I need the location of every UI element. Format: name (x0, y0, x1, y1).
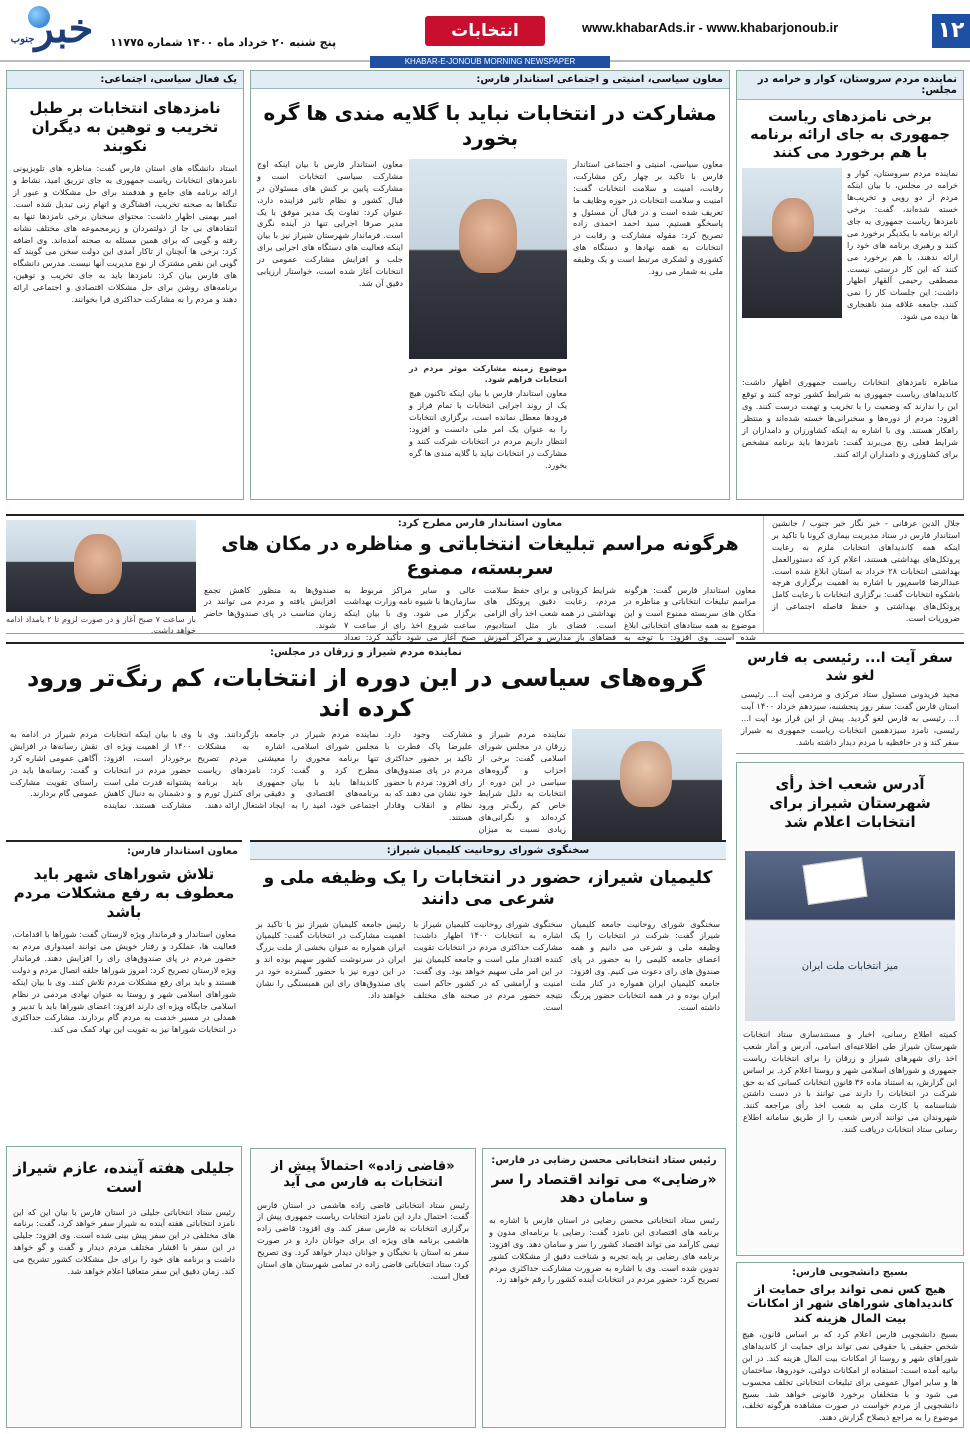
article-kicker: نماینده مردم شیراز و زرقان در مجلس: (270, 647, 462, 658)
article-kicker: رئیس ستاد انتخاباتی محسن رضایی در فارس: (491, 1155, 717, 1166)
article-kicker: معاون استاندار فارس: (127, 846, 238, 857)
article-body: رئیس ستاد انتخاباتی جلیلی در استان فارس با بیان این که این نامزد انتخاباتی هفته آینده به شیراز سفر خواهد کرد، گفت: برنامه های مختلفی در این سفر پیش بینی شده است. وی افزود: جلیلی در این سفر با اقشار مختلف مردم دیدار و گفت و گو خواهد داشت و برنامه های خود را برای حل مشکلات کشور تشریح می کند. زمان دقیق این سفر متعاقبا اعلام خواهد شد. (13, 1206, 235, 1276)
box-ghazizadeh (250, 1148, 476, 1428)
article-headline: آدرس شعب اخذ رأی شهرستان شیراز برای انتخابات اعلام شد (769, 775, 931, 831)
article-kicker: سخنگوی شورای روحانیت کلیمیان شیراز: (250, 842, 726, 860)
article-body: معاون سیاسی، امنیتی و اجتماعی استاندار فارس با تاکید بر چهار رکن مشارکت، رقابت، امنیت و سلامت انتخابات گفت: امنیت و سلامت انتخابات در حوزه وظایف ما تعریف شده است و در قبال آن مسئول و پاسخگو هستیم. سید احمد احمدی زاده تصریح کرد: مقوله مشارکت و رقابت در انتخابات به همه نهادها و دستگاه های کشوری و لشکری مرتبط است و یک وظیفه ملی به شمار می رود. (573, 159, 723, 277)
article-headline: جلیلی هفته آینده، عازم شیراز است (13, 1159, 235, 1196)
article-body-cont: مناظره نامزدهای انتخابات ریاست جمهوری اظهار داشت: کاندیداهای ریاست جمهوری به شرایط کشور توجه کنند و توقع این را ندارند که وضعیت را با تخریب و تهمت درست کنند. وی افزود: مردم از دوره‌ها و سخنرانی‌ها خسته شده‌اند و منتظر راهکار هستند. وی با اشاره به اینکه کشاورزان و دامداران از شرایط فعلی رنج می‌برند گفت: نامزدها باید برنامه مشخص برای کشاورزی و دامداران ارائه کنند. (742, 377, 958, 459)
article-headline: مشارکت در انتخابات نباید با گلایه مندی ها گره بخورد (263, 101, 717, 150)
article-polling (736, 762, 964, 1256)
websites[interactable]: www.khabarAds.ir - www.khabarjonoub.ir (582, 20, 839, 35)
article-body: رئیس ستاد انتخاباتی قاضی زاده هاشمی در استان فارس گفت: احتمال دارد این نامزد انتخابات ریاست جمهوری پیش از برگزاری انتخابات به فارس سفر کند. وی افزود: قاضی زاده هاشمی برنامه های ویژه ای برای جوانان دارد و در صورت سفر به استان با نخبگان و جوانان دیدار خواهد کرد. وی تصریح کرد: ستاد انتخاباتی قاضی زاده در تمامی شهرستان های استان فعال است. (257, 1199, 469, 1281)
article-body-cont2: رئیس جامعه کلیمیان شیراز نیز با تاکید بر اهمیت مشارکت در انتخابات گفت: کلیمیان ایران همواره به عنوان بخشی از ملت بزرگ ایران در سرنوشت کشور سهیم بوده اند و در این دوره نیز با حضور گسترده خود در پای صندوق‌های رای این همبستگی را نشان خواهند داد. (256, 918, 406, 1000)
article-headline: گروه‌های سیاسی در این دوره از انتخابات، کم رنگ‌تر ورود کرده اند (26, 664, 706, 722)
box-rezaei (482, 1148, 726, 1428)
page-number: ۱۲ (932, 14, 970, 48)
article-body: بسیج دانشجویی فارس اعلام کرد که بر اساس قانون، هیچ شخص حقیقی یا حقوقی نمی تواند برای حمایت از کاندیداهای شوراهای شهر و روستا از امکانات بیت المال هزینه کند. در این بیانیه آمده است: استفاده از امکانات دولتی، خودروها، ساختمان ها و سایر اموال عمومی برای تبلیغات انتخاباتی تخلف محسوب می شود و با متخلفان برخورد قانونی خواهد شد. بسیج دانشجویی از مردم خواست در صورت مشاهده هرگونه تخلف، موضوع را به مراجع ذیصلاح گزارش دهند. (742, 1329, 958, 1423)
article-body: سخنگوی شورای روحانیت جامعه کلیمیان شیراز گفت: شرکت در انتخابات را یک وظیفه ملی و شرعی می دانیم و همه اعضای جامعه کلیمی را به حضور در پای صندوق های رای دعوت می کنیم. وی افزود: جامعه کلیمیان ایران همواره در کنار ملت ایران بوده و در همه انتخابات حضور پررنگ داشته است. (570, 918, 720, 1012)
article-top-center (250, 70, 730, 500)
article-body: رئیس ستاد انتخاباتی محسن رضایی در استان فارس با اشاره به برنامه های اقتصادی این نامزد گفت: رضایی با برنامه‌ای مدون و تیمی کارآمد می تواند اقتصاد کشور را سر و سامان دهد. وی افزود: برنامه های رضایی بر پایه تجربه و شناخت دقیق از مشکلات کشور تدوین شده است. وی با اشاره به ضرورت مشارکت حداکثری مردم تصریح کرد: حضور مردم در انتخابات آینده کشور را رقم خواهد زد. (489, 1215, 719, 1285)
article-wide (6, 642, 726, 835)
photo-caption: باز ساعت ۷ صبح آغاز و در صورت لزوم تا ۲ بامداد ادامه خواهد داشت. (6, 615, 196, 636)
masthead (0, 0, 970, 62)
article-body-cont: سخنگوی شورای روحانیت کلیمیان شیراز با اشاره به انتخابات ۱۴۰۰ اظهار داشت: مشارکت حداکثری مردم در انتخابات تقویت کننده اقتدار ملی است و جامعه کلیمیان نیز در این امر ملی سهیم خواهد بود. وی گفت: امنیت و آرامشی که در کشور حاکم است نتیجه حضور مردم در صحنه های مختلف است. (413, 918, 563, 1012)
section-title: انتخابات (425, 16, 545, 46)
ballot-box-photo (745, 851, 955, 1021)
ballot-paper-icon (803, 857, 868, 905)
mp-photo (572, 729, 722, 841)
article-headline: «رضایی» می تواند اقتصاد را سر و سامان دهد (491, 1172, 717, 1206)
article-body: معاون استاندار و فرماندار ویژه لارستان گفت: شوراها با اقدامات، فعالیت ها، عملکرد و رفتار خویش می توانند امیدواری مردم به حضور مردم در پای صندوق‌های رای را افزایش دهند. فرماندار ویژه لارستان تصریح کرد: امروز شوراها حلقه اتصال مردم و دولت هستند و باید برای رفع مشکلات مردم تلاش کنند. وی با بیان اینکه شوراهای اسلامی شهر و روستا به عنوان نهادی مردمی در نظام اسلامی جایگاه ویژه ای دارند افزود: اعضای شوراها باید با تدبیر و همدلی در مسیر خدمت به مردم گام بردارند. مشارکت حداکثری در انتخابات شوراها نیز به تقویت این نهاد کمک می کند. (12, 929, 236, 1035)
issue-date: پنج شنبه ۲۰ خرداد ماه ۱۴۰۰ شماره ۱۱۷۷۵ (110, 36, 337, 49)
article-body: مجید فریدونی مسئول ستاد مرکزی و مردمی آیت ا... رئیسی استان فارس گفت: سفر روز پنجشنبه، سیزدهم خرداد ۱۴۰۰ آیت ا... رئیسی به فارس لغو گردید. پیش از این قرار بود آیت ا... رئیسی، نامزد سیزدهمین انتخابات ریاست جمهوری به شیراز سفر کند و در حافظیه با مردم دیدار داشته باشد. (741, 689, 959, 747)
article-headline: نامزدهای انتخابات بر طبل تخریب و توهین به دیگران نکوبند (29, 99, 221, 155)
official-photo (409, 159, 567, 359)
article-headline: کلیمیان شیراز، حضور در انتخابات را یک وظیفه ملی و شرعی می دانند (263, 868, 713, 910)
article-headline: برخی نامزدهای ریاست جمهوری به جای ارائه برنامه با هم برخورد می کنند (750, 109, 950, 162)
article-kicker: یک فعال سیاسی، اجتماعی: (7, 71, 243, 89)
article-kicker: معاون استاندار فارس مطرح کرد: (397, 518, 563, 529)
box-jalili (6, 1146, 242, 1428)
article-kicker: نماینده مردم سروستان، کوار و خرامه در مجلس: (737, 71, 963, 100)
article-headline: «قاضی زاده» احتمالاً پیش از انتخابات به فارس می آید (271, 1159, 455, 1191)
article-clergy (250, 840, 726, 1138)
article-middle (6, 514, 964, 643)
article-headline: تلاش شوراهای شهر باید معطوف به رفع مشکلات مردم باشد (13, 865, 235, 921)
mp-photo (742, 168, 842, 318)
article-headline: سفر آیت ا... رئیسی به فارس لغو شد (747, 650, 953, 684)
photo-caption: موضوع زمینه مشارکت موثر مردم در انتخابات فراهم شود. (409, 364, 567, 385)
side-column: جلال الدین عرفانی - خبر نگار خبر جنوب / جانشین استاندار فارس در ستاد مدیریت بیماری کرونا با تاکید بر اینکه همه کاندیداهای انتخابات ملزم به رعایت پروتکل‌های بهداشتی هستند، اعلام کرد که دستورالعمل بهداشتی انتخابات ۲۸ خرداد به استان ابلاغ شده است. عبدالرضا قاسم‌پور با اشاره به اهمیت برگزاری هرچه باشکوه انتخابات گفت: برگزاری انتخابات با رعایت کامل پروتکل‌های بهداشتی و حفظ فاصله اجتماعی از ضروریات است. (772, 518, 960, 624)
newspaper-logo (6, 4, 98, 56)
ballot-label: میز انتخابات ملت ایران (801, 961, 899, 972)
article-body-cont: نماینده مردم شیراز در مجلس شورای اسلامی، تنها برنامه محوری را مطرح کرد و گفت: کاندیداها باید با بیان برنامه‌های اقتصادی و اجتماعی خود، امید را به جامعه بازگردانند. وی با اشاره به مشکلات معیشتی مردم تصریح کرد: نامزدهای ریاست جمهوری باید برنامه دقیقی برای کنترل تورم و ایجاد اشتغال ارائه دهند. (197, 729, 379, 811)
article-top-right (736, 70, 964, 500)
article-headline: هرگونه مراسم تبلیغات انتخاباتی و مناظره در مکان های سربسته، ممنوع (221, 533, 739, 579)
article-body: معاون استاندار فارس گفت: هرگونه مراسم تبلیغات انتخاباتی و مناظره در مکان های سربسته ممنوع است و این موضوع به همه ستادهای انتخاباتی ابلاغ شده است. وی افزود: با توجه به شرایط کرونایی و برای حفظ سلامت مردم، رعایت دقیق پروتکل های بهداشتی در همه شعب اخذ رأی الزامی است. فضای باز مثل استادیوم، فضاهای باز مدارس و مراکز آموزش عالی و سایر مراکز مربوط به سازمان‌ها با شیوه نامه وزارت بهداشت برگزار می شود. وی با بیان اینکه ساعت شروع اخذ رای از ساعت ۷ صبح آغاز می شود تأکید کرد: تعداد صندوق‌ها به منظور کاهش تجمع افزایش یافته و مردم می توانند در زمان مناسب در پای صندوق‌ها حاضر شوند. (204, 584, 756, 643)
official-photo (6, 520, 196, 612)
box-basij (736, 1262, 964, 1428)
article-body: نماینده مردم شیراز و زرقان در مجلس شورای اسلامی گفت: برخی از احزاب و گروه‌های سیاسی در این دوره از انتخابات به دلیل شرایط خاص کم رنگ‌تر ورود کرده‌اند و نگرانی‌های زیادی نسبت به میزان مشارکت وجود دارد. علیرضا پاک فطرت با تاکید بر حضور حداکثری مردم در پای صندوق‌های رای افزود: مردم با حضور خود نشان می دهند که به نظام و انقلاب وفادار هستند. (384, 729, 566, 835)
article-body-cont2: معاون استاندار فارس با بیان اینکه اوج مشارکت سیاسی انتخابات است و مشارکت پایین بر کنش های مسئولان در قبال کشور و نظام تاثیر فزاینده دارد، عنوان کرد: تفاوت یک مدیر موفق با یک مدیر صرفا اجرایی تنها در آینده نگری است. فرماندار شهرستان شیراز نیز با بیان اینکه فعالیت های دستگاه های اجرایی برای جلب و افزایش مشارکت عمومی در انتخابات آغاز شده است، خواستار ارزیابی دقیق آن شد. (257, 159, 403, 288)
article-kicker: بسیج دانشجویی فارس: (792, 1267, 908, 1278)
article-body: استاد دانشگاه های استان فارس گفت: مناظره های تلویزیونی نامزدهای انتخابات ریاست جمهوری به جای تزریق امید، نشاط و ارائه برنامه های جامع و هدفمند برای حل مشکلات و عبور از تنگناها به صحنه تخریب، افشاگری و اتهام زنی تبدیل شده است. امیر بهمنی اظهار داشت: محتوای سخنان برخی نامزدها تنها به انتقادهای بی جا از دولتمردان و زیرمجموعه های مختلف نشانه رفته و گویی که برای همین مسئله به صحنه آمده‌اند. وی اضافه کرد: برخی ها آنچنان از تاکار آمدی این دولت سخن می گویند که گویی این نقص مشترک از نوع مدیریت آنها نیست. مدرس دانشگاه های فارس بیان کرد: نامزدها باید به جای تخریب و توهین، برنامه‌های روشن برای حل مشکلات اقتصادی و اجتماعی ارائه دهند و مردم را به مشارکت حداکثری فرا بخوانند. (13, 163, 237, 305)
paper-subtitle: KHABAR-E-JONOUB MORNING NEWSPAPER (370, 56, 610, 68)
article-kicker: معاون سیاسی، امنیتی و اجتماعی استاندار فارس: (251, 71, 729, 89)
logo-text: خبر (34, 5, 94, 52)
article-top-left (6, 70, 244, 500)
article-body-cont2: وی با بیان اینکه انتخابات ۱۴۰۰ از اهمیت ویژه ای برخوردار است، افزود: حضور مردم در انتخابات پشتوانه قدرت ملی است و دشمنان به دنبال کاهش مشارکت هستند. نماینده مردم شیراز در ادامه به نقش رسانه‌ها در افزایش آگاهی عمومی اشاره کرد و گفت: رسانه‌ها باید در راستای تقویت مشارکت عمومی گام بردارند. (10, 729, 192, 811)
article-body-cont: معاون استاندار فارس با بیان اینکه تاکنون هیچ یک از روند اجرایی انتخابات با تمام فراز و فرودها معطل نمانده است، برگزاری انتخابات را به عنوان یک امر ملی دانست و افزود: انتظار داریم مردم در انتخابات شرکت کنند و مشارکت در انتخابات نباید با گلایه مندی ها گره بخورد. (409, 388, 567, 470)
article-body: کمیته اطلاع رسانی، اخبار و مستندسازی ستاد انتخابات شهرستان شیراز طی اطلاعیه‌ای اسامی، آدرس و آمار شعب اخذ رای شهرهای شیراز و زرقان را برای انتخابات ریاست جمهوری و شوراهای اسلامی شهر و روستا اعلام کرد. بر اساس این گزارش، به استناد ماده ۳۶ قانون انتخابات کسانی که به حق شرکت در انتخابات را دارند می توانند با در دست داشتن شناسنامه یا کارت ملی به شعب اخذ رأی مراجعه کنند. شهروندان می توانند آدرس شعب را از طریق سامانه اطلاع رسانی ستاد انتخابات دریافت کنند. (743, 1029, 958, 1135)
article-headline: هیچ کس نمی تواند برای حمایت از کاندیداهای شوراهای شهر از امکانات بیت المال هزینه کند (746, 1282, 954, 1325)
article-council (6, 840, 242, 1136)
article-raisi (736, 642, 964, 754)
article-body: نماینده مردم سروستان، کوار و خرامه در مجلس، با بیان اینکه مردم از دو رویی و تخریب‌ها خسته شده‌اند، گفت: برخی نامزدها ریاست جمهوری به جای ارائه برنامه با یکدیگر برخورد می کنند و رهبری برنامه های خود را ارائه ندهند، با هم برخورد می کنند که این کار درستی نیست. مصطفی رحیمی آلقهار اظهار داشت: این جلسات کار را نمی کنند، جامعه علاقه مند ناهنجاری ها دیده می شود. (847, 168, 958, 322)
logo-sub: جنوب (10, 34, 35, 45)
